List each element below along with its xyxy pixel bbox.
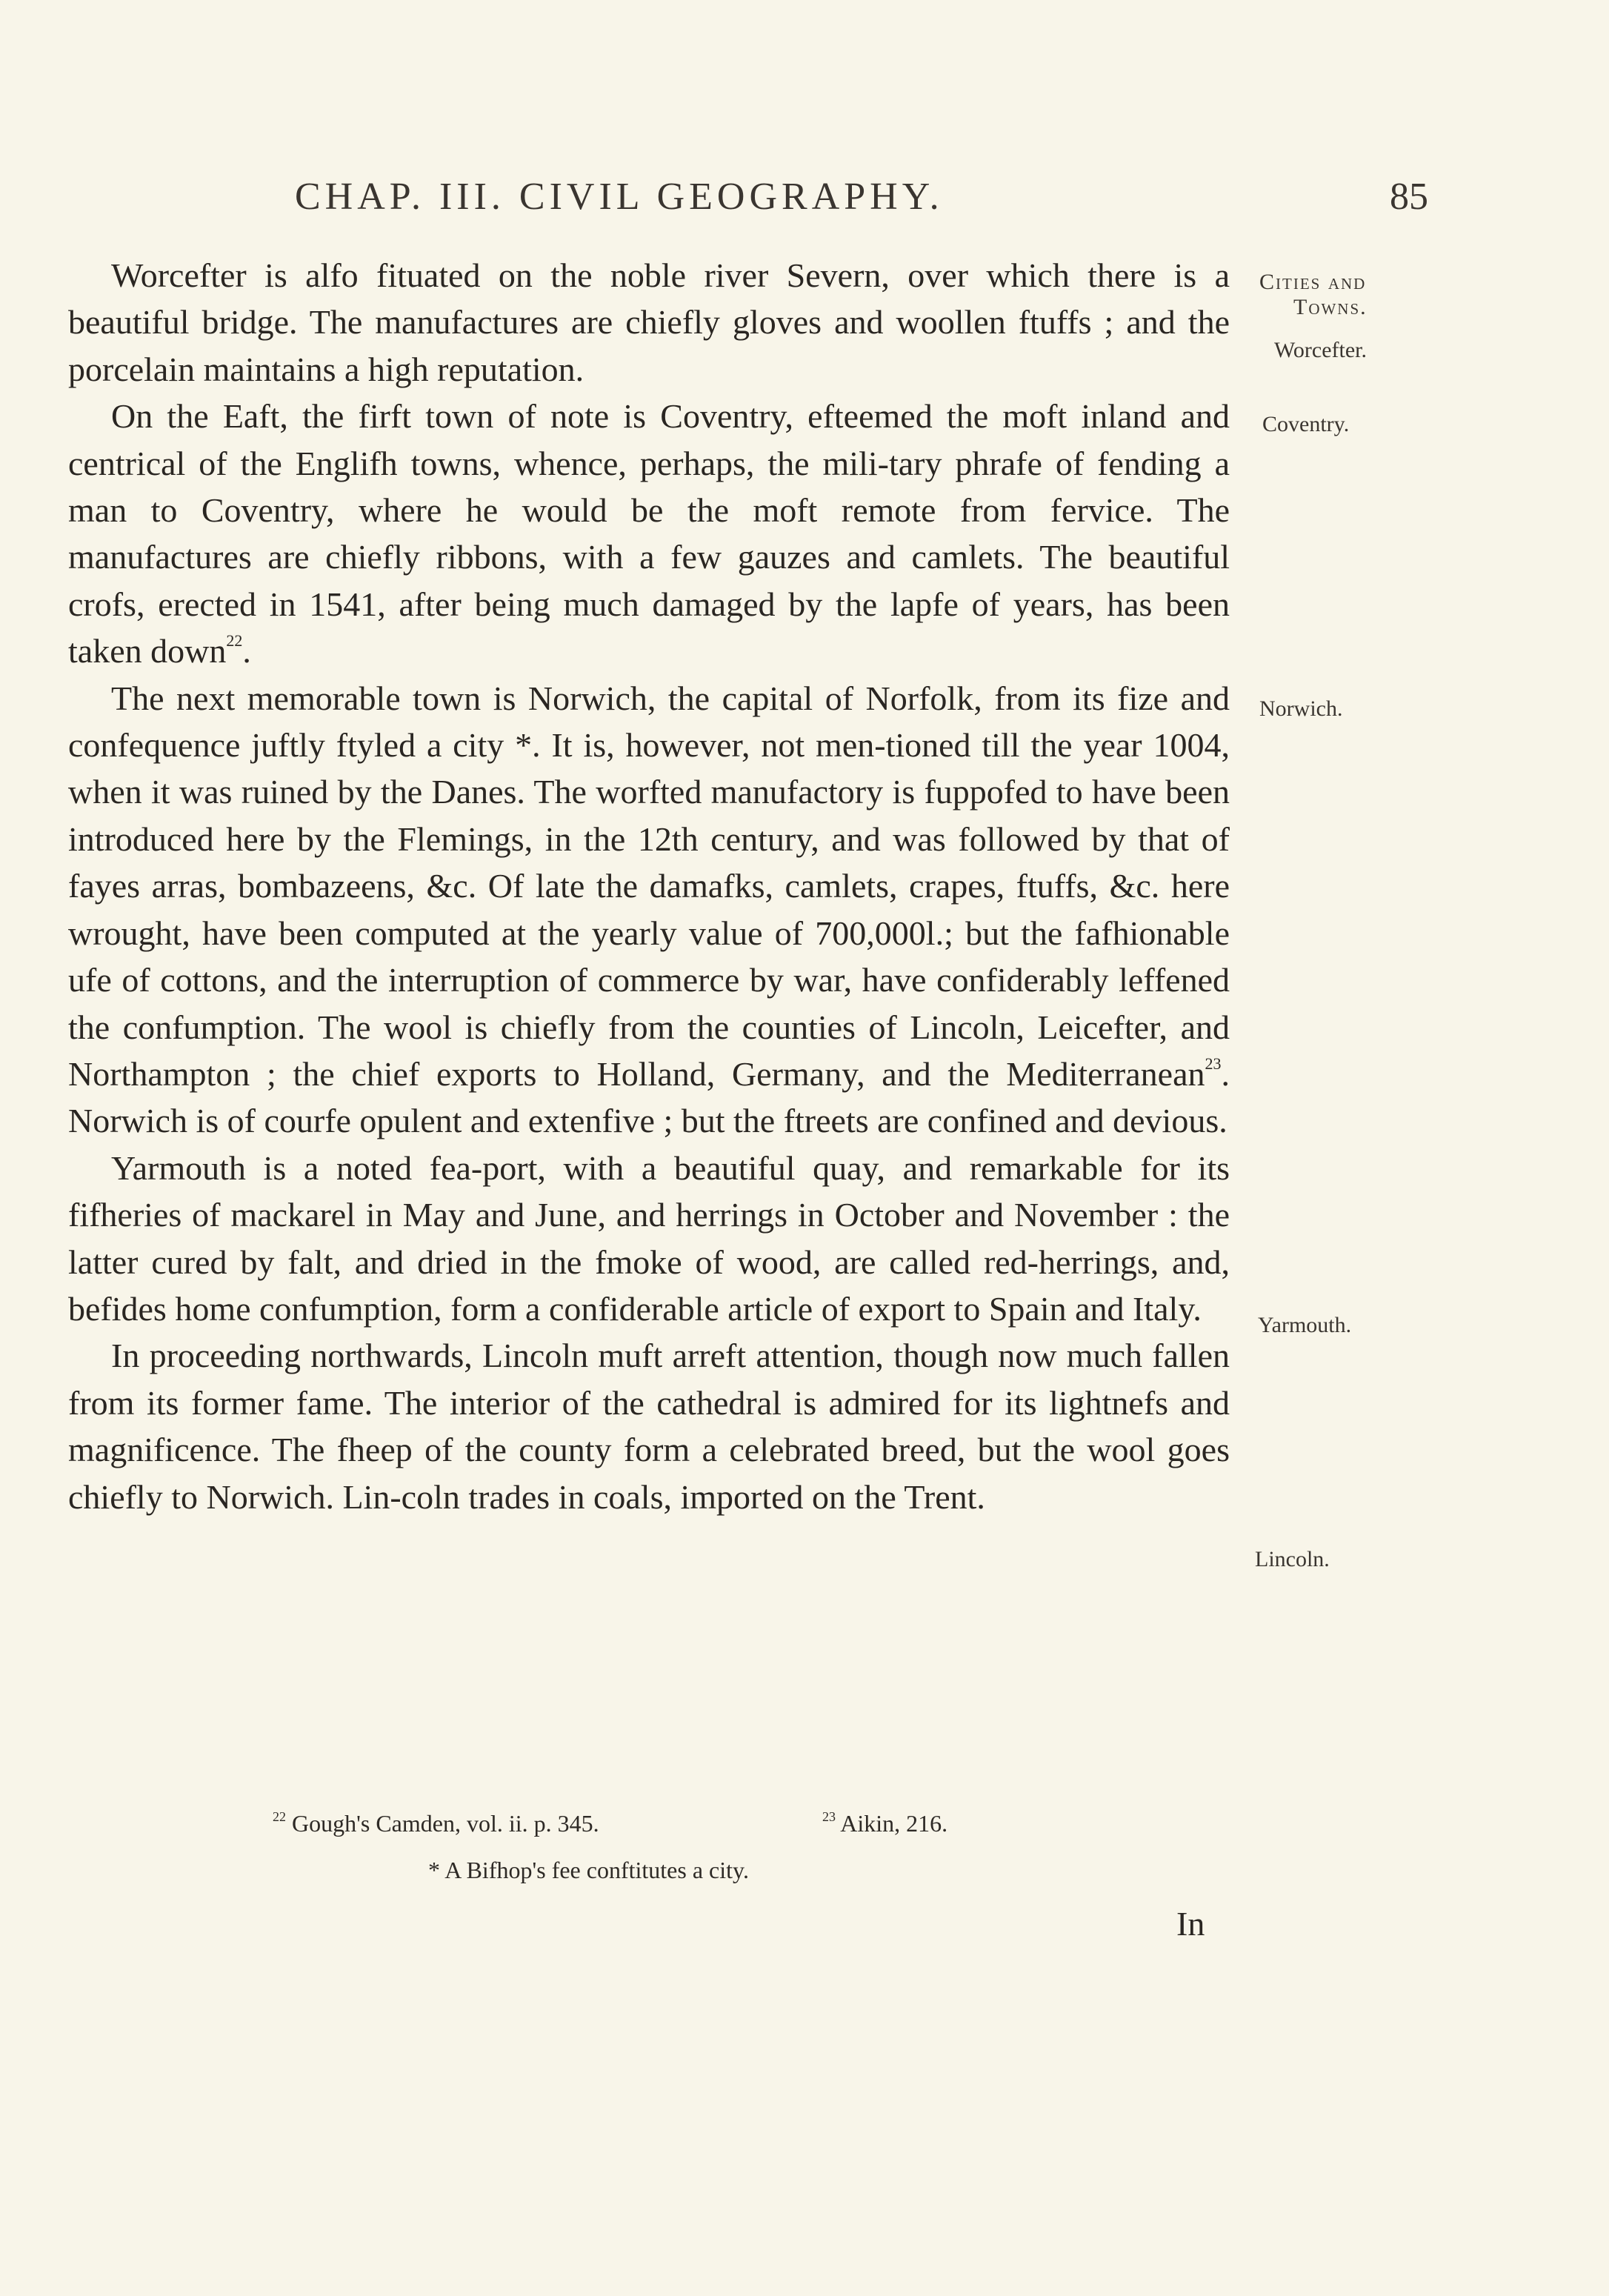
- paragraph-norwich: [68, 675, 1230, 1145]
- catchword: In: [1176, 1905, 1205, 1943]
- footnote-ref-star: *: [515, 726, 533, 765]
- norwich-text-3: . Norwich is of courfe opulent and extenfive ; but the ftreets are confined and devious.: [68, 1054, 1230, 1140]
- main-text: [68, 252, 1230, 1520]
- footnote-star: [428, 1857, 749, 1884]
- paragraph-lincoln: In proceeding northwards, Lincoln muft arreft attention, though now much fallen from its former fame. The interior of the cathedral is admired for its lightnefs and magnificence. The fheep of the county form a celebrated breed, but the wool goes chiefly to Norwich. Lin-coln trades in coals, imported on the Trent.: [68, 1337, 1230, 1516]
- margin-note-coventry: Coventry.: [1262, 412, 1350, 436]
- footnote-22-text: Gough's Camden, vol. ii. p. 345.: [292, 1810, 599, 1837]
- footnote-23: [822, 1809, 947, 1837]
- footnote-ref-22: 22: [226, 631, 243, 650]
- margin-note-norwich: Norwich.: [1259, 696, 1343, 721]
- paragraph-worcester: Worcefter is alfo fituated on the noble river Severn, over which there is a beautiful bridge. The manufactures are chiefly gloves and woollen ftuffs ; and the porcelain maintains a high reputation.: [68, 256, 1230, 388]
- footnote-ref-23: 23: [1205, 1054, 1222, 1073]
- margin-note-worcester: Worcefter.: [1274, 338, 1368, 362]
- margin-note-yarmouth: Yarmouth.: [1258, 1313, 1352, 1337]
- norwich-text-1: The next memorable town is Norwich, the capital of Norfolk, from its fize and confequence juftly ftyled a city: [68, 679, 1230, 765]
- norwich-text-2: . It is, however, not men-tioned till the year 1004, when it was ruined by the Danes. The worfted manufactory is fuppofed to have been introduced here by the Flemings, in the 12th century, and was followed by that of fayes arras, bombazeens, &c. Of late the damafks, camlets, crapes, ftuffs, &c. here wrought, have been computed at the yearly value of 700,000l.; but the fafhionable ufe of cottons, and the interruption of commerce by war, have confiderably leffened the confumption. The wool is chiefly from the counties of Lincoln, Leicefter, and Northampton ; the chief exports to Holland, Germany, and the Mediterranean: [68, 726, 1230, 1093]
- footnote-23-text: Aikin, 216.: [840, 1810, 948, 1837]
- coventry-text: On the Eaft, the firft town of note is Coventry, efteemed the moft inland and centrical of the Englifh towns, whence, perhaps, the mili-tary phrafe of fending a man to Coventry, where he would be the moft remote from fervice. The manufactures are chiefly ribbons, with a few gauzes and camlets. The beautiful crofs, erected in 1541, after being much damaged by the lapfe of years, has been taken down: [68, 397, 1230, 671]
- footnote-23-mark: 23: [822, 1809, 836, 1824]
- margin-note-cities: Cities and: [1259, 270, 1367, 294]
- margin-note-towns: Towns.: [1293, 295, 1368, 319]
- margin-note-lincoln: Lincoln.: [1255, 1547, 1330, 1571]
- coventry-end: .: [242, 632, 251, 671]
- footnote-star-mark: *: [428, 1857, 440, 1883]
- paragraph-yarmouth: Yarmouth is a noted fea-port, with a beautiful quay, and remarkable for its fifheries of mackarel in May and June, and herrings in October and November : the latter cured by falt, and dried in the fmoke of wood, are called red-herrings, and, befides home confumption, form a confiderable article of export to Spain and Italy.: [68, 1148, 1230, 1328]
- paragraph-coventry: [68, 393, 1230, 674]
- running-head: CHAP. III. CIVIL GEOGRAPHY.: [295, 176, 944, 218]
- page-header: [295, 175, 1428, 227]
- page-number: 85: [1390, 176, 1428, 218]
- footnote-22-mark: 22: [273, 1809, 286, 1824]
- footnote-star-text: A Bifhop's fee conftitutes a city.: [444, 1857, 749, 1883]
- footnote-22: [273, 1809, 599, 1837]
